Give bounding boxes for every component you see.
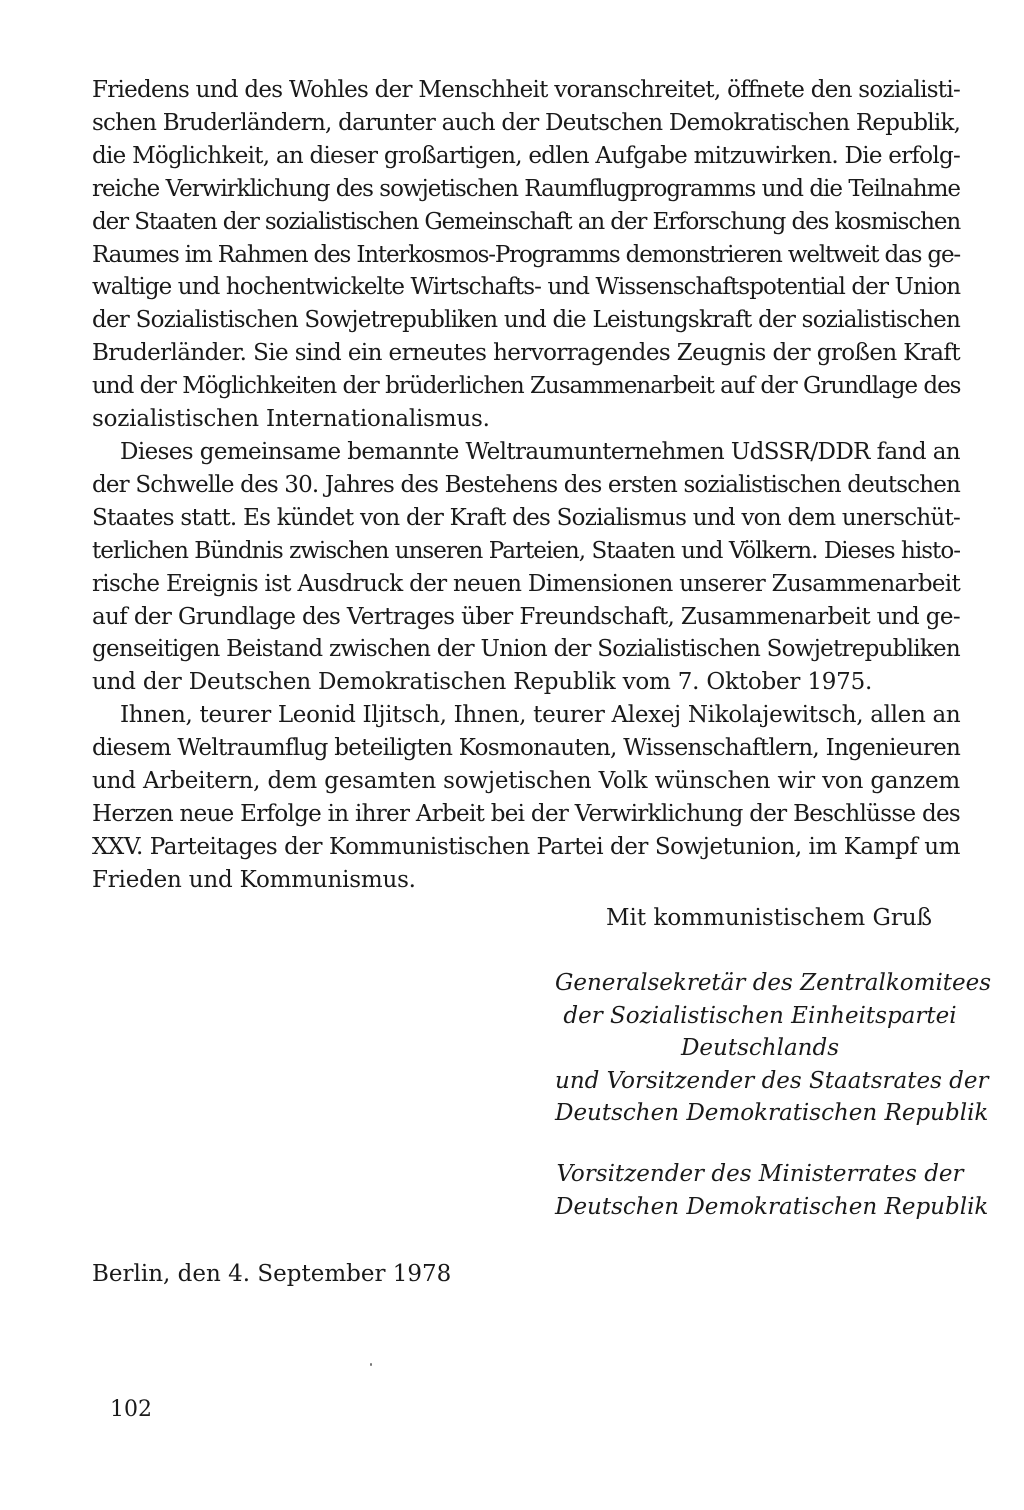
signatory-line: Generalsekretär des Zentralkomitees bbox=[555, 970, 992, 996]
text-line: und der Deutschen Demokratischen Republik vom 7. Oktober 1975. bbox=[92, 669, 873, 696]
text-line: waltige und hochentwickelte Wirtschafts- und Wissenschaftspotential der Union bbox=[92, 274, 961, 301]
scan-speck bbox=[370, 1363, 372, 1366]
paragraph bbox=[92, 436, 960, 699]
signatory-block-general-secretary bbox=[555, 967, 992, 1130]
text-line: sozialistischen Internationalismus. bbox=[92, 406, 490, 433]
text-line: Frieden und Kommunismus. bbox=[92, 866, 416, 893]
text-line: der Schwelle des 30. Jahres des Bestehens des ersten sozialistischen deutschen bbox=[92, 471, 960, 498]
text-line: die Möglichkeit, an dieser großartigen, edlen Aufgabe mitzuwirken. Die erfolg- bbox=[92, 142, 960, 169]
text-line: Dieses gemeinsame bemannte Weltraumunternehmen UdSSR/DDR fand an bbox=[120, 438, 960, 465]
text-line: genseitigen Beistand zwischen der Union der Sozialistischen Sowjetrepubliken bbox=[92, 636, 960, 663]
text-line: terlichen Bündnis zwischen unseren Parteien, Staaten und Völkern. Dieses histo- bbox=[92, 537, 960, 564]
text-line: der Sozialistischen Sowjetrepubliken und die Leistungskraft der sozialistischen bbox=[92, 307, 960, 334]
signatory-line: Vorsitzender des Ministerrates der bbox=[556, 1161, 964, 1187]
text-line: diesem Weltraumflug beteiligten Kosmonauten, Wissenschaftlern, Ingenieuren bbox=[92, 735, 961, 762]
signatory-line: und Vorsitzender des Staatsrates der bbox=[555, 1067, 989, 1094]
signatory-block-council-chairman bbox=[555, 1158, 989, 1223]
closing-greeting: Mit kommunistischem Gruß bbox=[606, 905, 933, 931]
text-line: Staates statt. Es kündet von der Kraft des Sozialismus und von dem unerschüt- bbox=[92, 504, 960, 531]
text-line: Herzen neue Erfolge in ihrer Arbeit bei der Verwirklichung der Beschlüsse des bbox=[92, 800, 960, 827]
text-line: rische Ereignis ist Ausdruck der neuen Dimensionen unserer Zusammenarbeit bbox=[92, 570, 960, 597]
text-line: der Staaten der sozialistischen Gemeinschaft an der Erforschung des kosmischen bbox=[92, 208, 961, 235]
signatory-line: Deutschen Demokratischen Republik bbox=[555, 1100, 989, 1126]
signatory-line: Deutschlands bbox=[680, 1035, 839, 1061]
signatory-line: Deutschen Demokratischen Republik bbox=[555, 1193, 989, 1220]
text-line: Bruderländer. Sie sind ein erneutes hervorragendes Zeugnis der großen Kraft bbox=[92, 340, 960, 367]
text-line: Ihnen, teurer Leonid Iljitsch, Ihnen, teurer Alexej Nikolajewitsch, allen an bbox=[120, 702, 961, 729]
text-line: schen Bruderländern, darunter auch der Deutschen Demokratischen Republik, bbox=[92, 109, 961, 136]
paragraph bbox=[92, 74, 960, 436]
text-line: XXV. Parteitages der Kommunistischen Partei der Sowjetunion, im Kampf um bbox=[92, 833, 960, 860]
paragraph bbox=[92, 699, 960, 896]
text-line: und Arbeitern, dem gesamten sowjetischen Volk wünschen wir von ganzem bbox=[92, 768, 960, 795]
text-line: Raumes im Rahmen des Interkosmos-Programms demonstrieren weltweit das ge- bbox=[92, 241, 960, 268]
text-line: und der Möglichkeiten der brüderlichen Zusammenarbeit auf der Grundlage des bbox=[92, 373, 961, 400]
place-and-date: Berlin, den 4. September 1978 bbox=[92, 1261, 452, 1287]
text-line: auf der Grundlage des Vertrages über Freundschaft, Zusammenarbeit und ge- bbox=[92, 603, 960, 630]
letter-body bbox=[92, 74, 960, 897]
signatory-line: der Sozialistischen Einheitspartei bbox=[563, 1002, 957, 1029]
text-line: Friedens und des Wohles der Menschheit voranschreitet, öffnete den sozialisti- bbox=[92, 77, 960, 103]
page-number: 102 bbox=[110, 1397, 152, 1422]
text-line: reiche Verwirklichung des sowjetischen Raumflugprogramms und die Teilnahme bbox=[92, 175, 960, 202]
